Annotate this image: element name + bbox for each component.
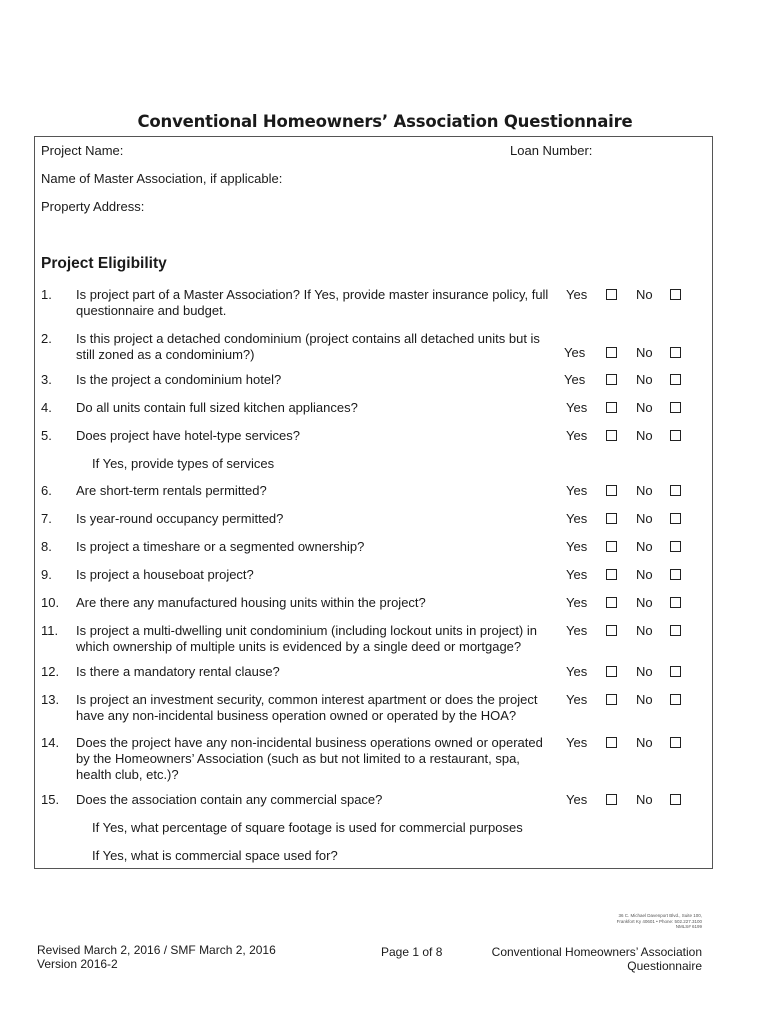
no-label: No [636,664,653,679]
yes-label: Yes [566,483,588,498]
question-text: Is project a houseboat project? [76,567,254,582]
doc-title-line: Conventional Homeowners’ Association [491,945,702,959]
yes-label: Yes [566,595,588,610]
question-text: Are there any manufactured housing units within the project? [76,595,426,610]
no-checkbox[interactable] [670,289,681,300]
no-checkbox[interactable] [670,347,681,358]
no-label: No [636,735,653,750]
question-number: 9. [41,567,52,582]
yes-checkbox[interactable] [606,541,617,552]
question-number: 15. [41,792,60,807]
page-title: Conventional Homeowners’ Association Questionnaire [137,112,633,131]
yes-checkbox[interactable] [606,513,617,524]
doc-title-line: Questionnaire [627,959,702,973]
yes-label: Yes [566,623,588,638]
yes-checkbox[interactable] [606,569,617,580]
no-label: No [636,400,653,415]
footer-revision [37,943,276,971]
version: Version 2016-2 [37,957,118,971]
yes-checkbox[interactable] [606,430,617,441]
question-number: 2. [41,331,52,346]
no-label: No [636,692,653,707]
yes-checkbox[interactable] [606,625,617,636]
no-label: No [636,595,653,610]
yes-label: Yes [566,692,588,707]
yes-label: Yes [566,287,588,302]
address-line: 36 C. Michael Davenport Blvd., Suite 100, [618,913,702,918]
question-text: Is project a multi-dwelling unit condominium (including lockout units in project) in which ownership of multiple units is evidenced by a single deed or mortgage? [76,623,537,654]
lender-address [617,913,702,930]
yes-checkbox[interactable] [606,597,617,608]
question-number: 7. [41,511,52,526]
question-text: Is project an investment security, common interest apartment or does the project have any non-incidental business operation owned or operated by the HOA? [76,692,538,723]
no-checkbox[interactable] [670,513,681,524]
yes-checkbox[interactable] [606,289,617,300]
no-checkbox[interactable] [670,485,681,496]
no-checkbox[interactable] [670,694,681,705]
question-text: Does the project have any non-incidental business operations owned or operated by the Homeowners’ Association (such as but not limited to a restaurant, spa, health club, etc.)? [76,735,543,782]
yes-label: Yes [566,511,588,526]
property-address-field[interactable]: Property Address: [41,199,145,214]
no-label: No [636,372,653,387]
question-text: Is this project a detached condominium (project contains all detached units but is still zoned as a condominium?) [76,331,540,362]
no-checkbox[interactable] [670,402,681,413]
question-text: Is year-round occupancy permitted? [76,511,284,526]
no-label: No [636,623,653,638]
yes-label: Yes [566,735,588,750]
question-number: 1. [41,287,52,302]
section-title: Project Eligibility [41,255,167,272]
no-label: No [636,539,653,554]
question-number: 3. [41,372,52,387]
commercial-use-prompt: If Yes, what is commercial space used for? [92,848,338,863]
no-label: No [636,511,653,526]
yes-checkbox[interactable] [606,374,617,385]
no-checkbox[interactable] [670,597,681,608]
question-number: 11. [41,623,59,638]
yes-label: Yes [566,428,588,443]
question-number: 14. [41,735,60,750]
no-label: No [636,567,653,582]
question-number: 8. [41,539,52,554]
no-checkbox[interactable] [670,569,681,580]
question-number: 13. [41,692,60,707]
page-number: Page 1 of 8 [381,945,443,959]
yes-checkbox[interactable] [606,347,617,358]
yes-checkbox[interactable] [606,794,617,805]
master-association-field[interactable]: Name of Master Association, if applicable: [41,171,283,186]
no-checkbox[interactable] [670,374,681,385]
no-checkbox[interactable] [670,666,681,677]
project-name-field[interactable]: Project Name: [41,143,124,158]
question-number: 5. [41,428,52,443]
question-text: Is project a timeshare or a segmented ownership? [76,539,365,554]
question-number: 10. [41,595,60,610]
no-checkbox[interactable] [670,794,681,805]
yes-checkbox[interactable] [606,666,617,677]
yes-label: Yes [566,567,588,582]
hotel-services-prompt: If Yes, provide types of services [92,456,275,471]
question-text: Is the project a condominium hotel? [76,372,282,387]
address-line: Frankfort Ky 40601 • Phone: 502.227.3100 [616,918,702,924]
commercial-percentage-prompt: If Yes, what percentage of square footage is used for commercial purposes [92,820,523,835]
question-number: 12. [41,664,60,679]
no-checkbox[interactable] [670,737,681,748]
revised-date: Revised March 2, 2016 / SMF March 2, 2016 [37,943,276,957]
no-label: No [636,792,653,807]
question-text: Is there a mandatory rental clause? [76,664,280,679]
no-label: No [636,483,653,498]
no-label: No [636,287,653,302]
no-label: No [636,428,653,443]
yes-checkbox[interactable] [606,694,617,705]
loan-number-field[interactable]: Loan Number: [510,143,593,158]
yes-label: Yes [566,792,588,807]
no-checkbox[interactable] [670,430,681,441]
yes-label: Yes [566,664,588,679]
yes-label: Yes [564,372,586,387]
footer-doc-title [492,945,702,973]
question-number: 4. [41,400,52,415]
yes-label: Yes [566,400,588,415]
yes-label: Yes [564,345,586,360]
question-text: Does project have hotel-type services? [76,428,301,443]
yes-checkbox[interactable] [606,737,617,748]
yes-label: Yes [566,539,588,554]
yes-checkbox[interactable] [606,485,617,496]
question-number: 6. [41,483,52,498]
no-checkbox[interactable] [670,541,681,552]
no-label: No [636,345,653,360]
address-line: NMLS# 6199 [675,924,702,929]
yes-checkbox[interactable] [606,402,617,413]
question-text: Does the association contain any commercial space? [76,792,383,807]
question-text: Do all units contain full sized kitchen appliances? [76,400,358,415]
question-text: Are short-term rentals permitted? [76,483,267,498]
question-text: Is project part of a Master Association? If Yes, provide master insurance policy, full questionnaire and budget. [76,287,549,318]
no-checkbox[interactable] [670,625,681,636]
